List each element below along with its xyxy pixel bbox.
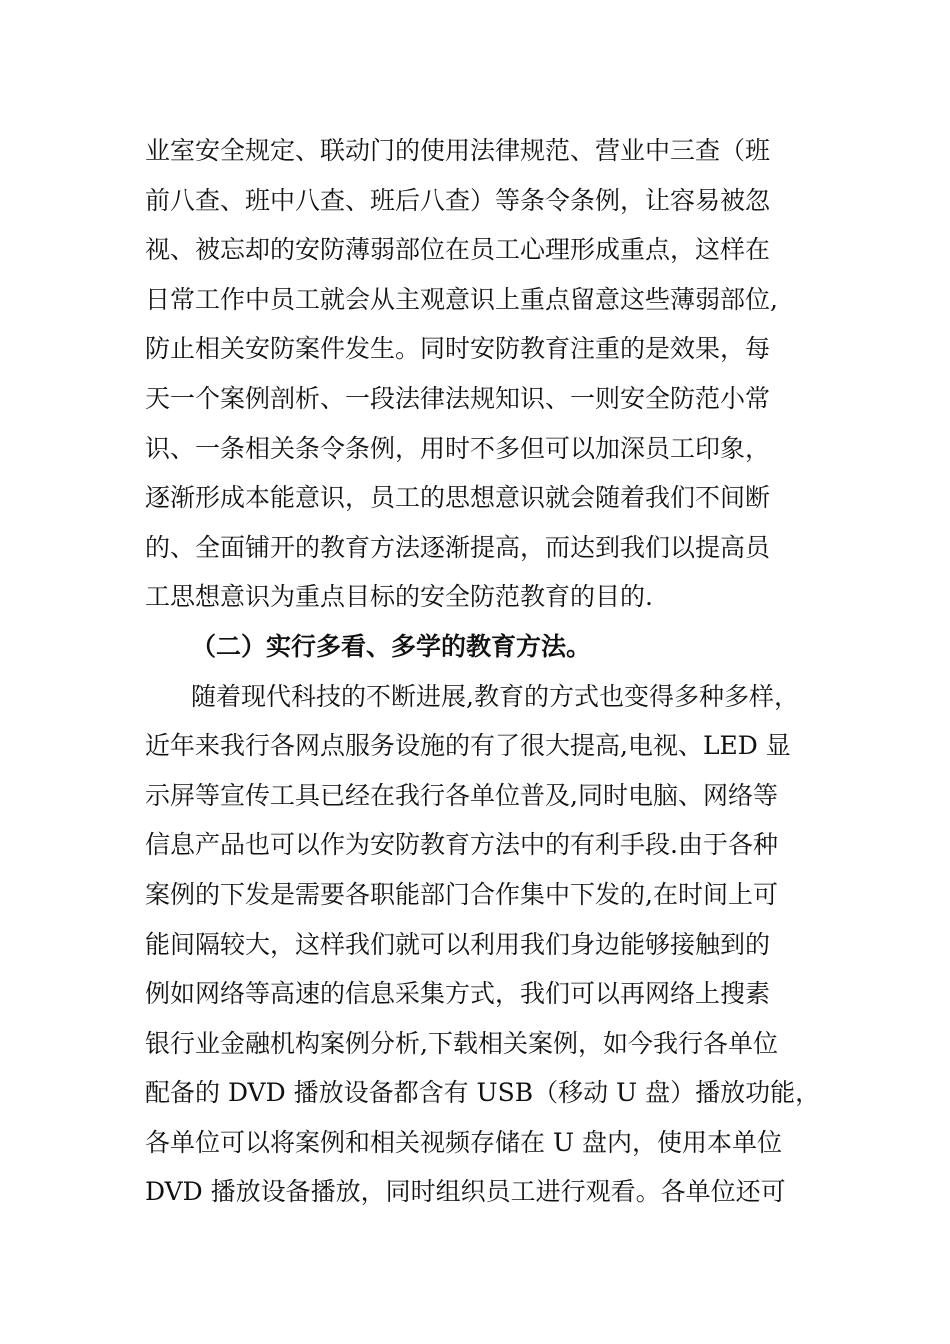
paragraph-line: 前八查、班中八查、班后八查）等条令条例，让容易被忽 bbox=[145, 185, 771, 215]
paragraph-line: 的、全面铺开的教育方法逐渐提高，而达到我们以提高员 bbox=[145, 532, 771, 562]
paragraph-line: 日常工作中员工就会从主观意识上重点留意这些薄弱部位, bbox=[145, 284, 778, 314]
paragraph-line: 能间隔较大，这样我们就可以利用我们身边能够接触到的 bbox=[145, 929, 771, 959]
paragraph-line: 逐渐形成本能意识，员工的思想意识就会随着我们不间断 bbox=[145, 483, 771, 513]
paragraph-line: 随着现代科技的不断进展,教育的方式也变得多种多样， bbox=[191, 681, 799, 711]
document-body bbox=[145, 126, 821, 1217]
paragraph-line: 信息产品也可以作为安防教育方法中的有利手段.由于各种 bbox=[145, 830, 778, 860]
paragraph-line: 各单位可以将案例和相关视频存储在 U 盘内，使用本单位 bbox=[145, 1127, 782, 1157]
paragraph-line: 示屏等宣传工具已经在我行各单位普及,同时电脑、网络等 bbox=[145, 780, 778, 810]
paragraph-line: 视、被忘却的安防薄弱部位在员工心理形成重点，这样在 bbox=[145, 235, 771, 265]
paragraph-line: 识、一条相关条令条例，用时不多但可以加深员工印象， bbox=[145, 433, 771, 463]
paragraph-line: 案例的下发是需要各职能部门合作集中下发的,在时间上可 bbox=[145, 879, 778, 909]
paragraph-line: 天一个案例剖析、一段法律法规知识、一则安全防范小常 bbox=[145, 383, 771, 413]
paragraph-line: 近年来我行各网点服务设施的有了很大提高,电视、LED 显 bbox=[145, 731, 791, 761]
paragraph-line: 银行业金融机构案例分析,下载相关案例，如今我行各单位 bbox=[145, 1028, 778, 1058]
paragraph-line: DVD 播放设备播放，同时组织员工进行观看。各单位还可 bbox=[145, 1177, 786, 1207]
paragraph-line: 配备的 DVD 播放设备都含有 USB（移动 U 盘）播放功能， bbox=[145, 1078, 821, 1108]
paragraph-line: 工思想意识为重点目标的安全防范教育的目的. bbox=[145, 582, 653, 612]
paragraph-line: 例如网络等高速的信息采集方式，我们可以再网络上搜素 bbox=[145, 979, 771, 1009]
section-heading: （二）实行多看、多学的教育方法。 bbox=[191, 631, 592, 661]
paragraph-line: 业室安全规定、联动门的使用法律规范、营业中三查（班 bbox=[145, 136, 771, 165]
paragraph-line: 防止相关安防案件发生。同时安防教育注重的是效果，每 bbox=[145, 334, 771, 364]
